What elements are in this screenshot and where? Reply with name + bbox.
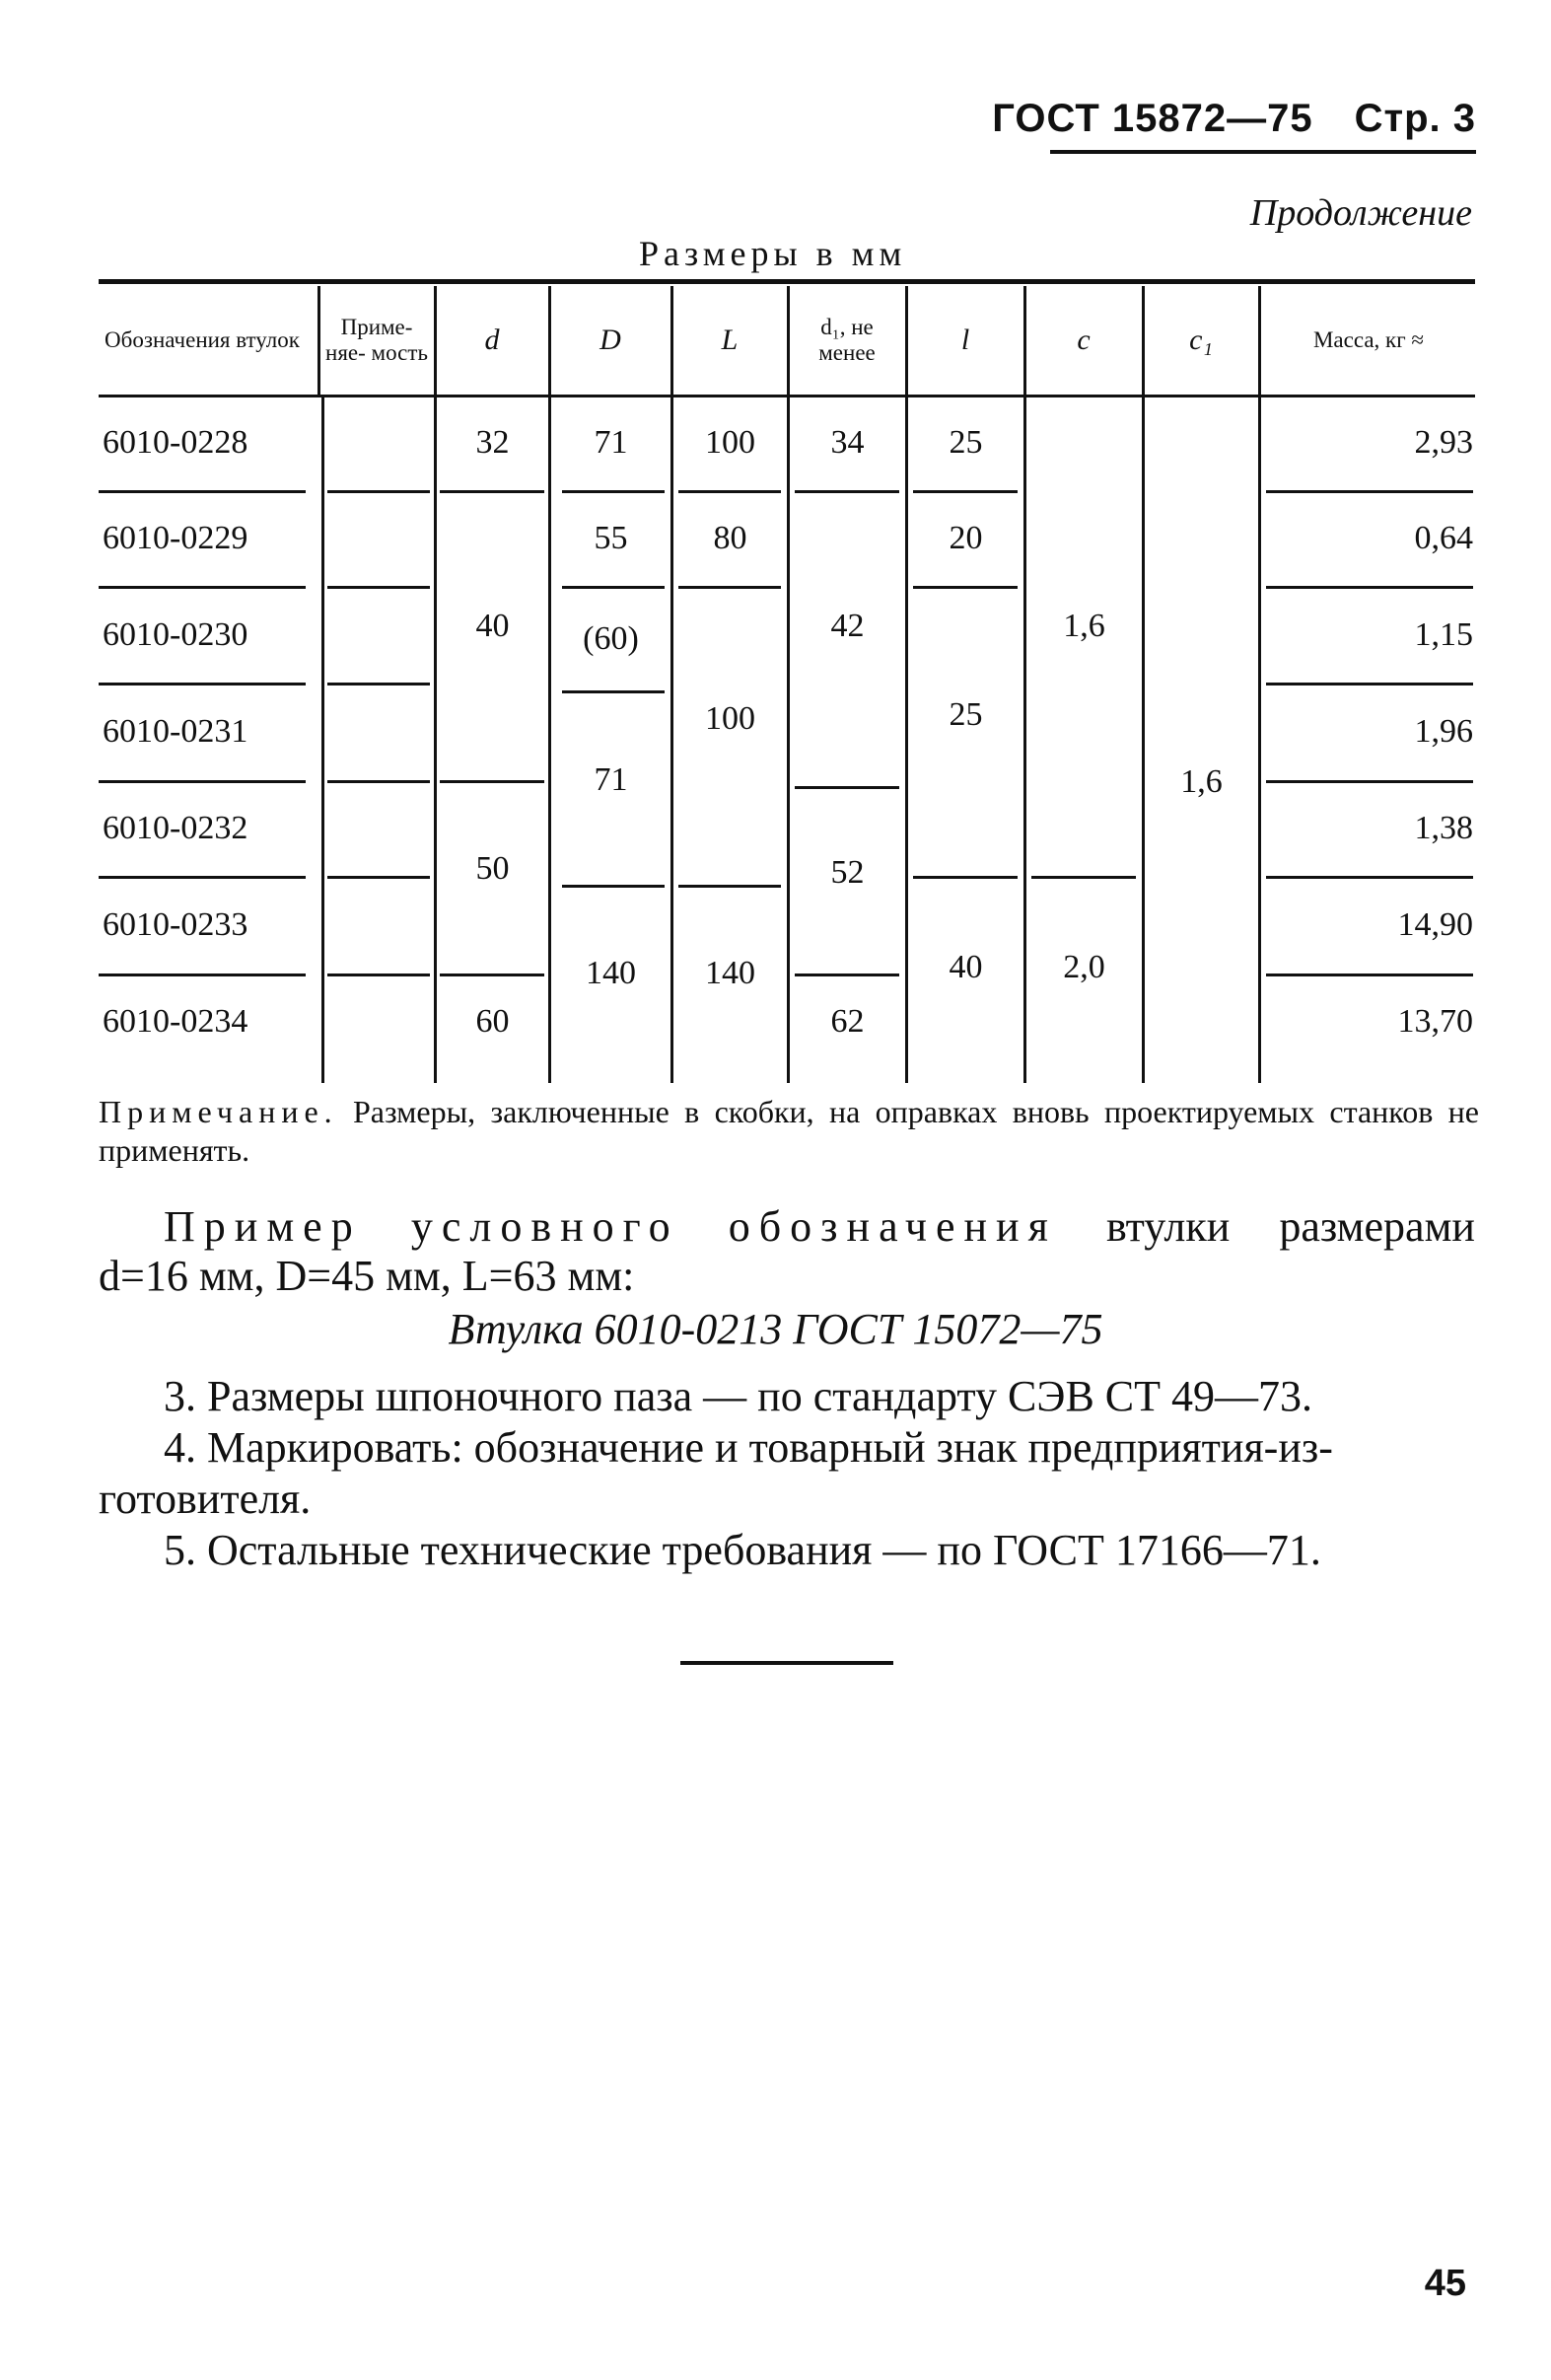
group-rule bbox=[562, 690, 665, 693]
header-c1: c₁ bbox=[1189, 323, 1213, 356]
group-rule bbox=[678, 885, 781, 888]
c1-cell: 1,6 bbox=[1180, 763, 1223, 800]
end-rule bbox=[680, 1661, 893, 1665]
row-rule bbox=[327, 780, 430, 783]
example-dimensions: d=16 мм, D=45 мм, L=63 мм: bbox=[99, 1252, 635, 1300]
header-separator bbox=[1258, 286, 1261, 395]
table-top-rule bbox=[99, 279, 1475, 284]
designation-cell: 6010-0233 bbox=[103, 906, 248, 943]
d1-cell: 52 bbox=[830, 854, 865, 891]
row-rule bbox=[327, 683, 430, 685]
D-cell: (60) bbox=[583, 620, 639, 657]
row-rule bbox=[327, 490, 430, 493]
example-word: размерами bbox=[1279, 1202, 1475, 1251]
standard-number: ГОСТ 15872—75 bbox=[992, 97, 1313, 140]
D-cell: 71 bbox=[594, 761, 628, 798]
page-reference: Стр. 3 bbox=[1354, 97, 1476, 140]
group-rule bbox=[913, 876, 1018, 879]
column-rule bbox=[321, 397, 324, 1083]
group-rule bbox=[440, 490, 544, 493]
group-rule bbox=[913, 586, 1018, 589]
d1-cell: 42 bbox=[830, 608, 865, 644]
header-rule bbox=[1050, 150, 1476, 154]
l-cell: 25 bbox=[949, 696, 983, 733]
header-c: c bbox=[1077, 323, 1091, 356]
row-rule bbox=[327, 876, 430, 879]
header-designation: Обозначения втулок bbox=[105, 326, 300, 352]
designation-cell: 6010-0229 bbox=[103, 520, 248, 556]
header-L: L bbox=[721, 323, 739, 356]
group-rule bbox=[562, 586, 665, 589]
group-rule bbox=[1031, 876, 1136, 879]
mass-cell: 1,38 bbox=[1414, 810, 1473, 846]
L-cell: 80 bbox=[713, 520, 747, 556]
l-cell: 25 bbox=[949, 424, 983, 461]
d-cell: 60 bbox=[475, 1003, 510, 1040]
row-rule bbox=[327, 974, 430, 976]
mass-cell: 14,90 bbox=[1397, 906, 1473, 943]
requirement-4-line-2: готовителя. bbox=[99, 1475, 312, 1523]
d-cell: 32 bbox=[475, 424, 510, 461]
requirement-4-line-1: 4. Маркировать: обозначение и товарный знак предприятия-из- bbox=[164, 1423, 1333, 1472]
group-rule bbox=[678, 586, 781, 589]
group-rule bbox=[795, 786, 899, 789]
running-header bbox=[992, 97, 1476, 141]
D-cell: 55 bbox=[594, 520, 628, 556]
designation-cell: 6010-0231 bbox=[103, 713, 248, 750]
header-D: D bbox=[599, 323, 621, 356]
d1-cell: 34 bbox=[830, 424, 865, 461]
designation-cell: 6010-0230 bbox=[103, 615, 248, 653]
header-d: d bbox=[484, 323, 500, 356]
L-cell: 100 bbox=[705, 424, 755, 461]
designation-cell: 6010-0232 bbox=[103, 810, 248, 846]
D-cell: 71 bbox=[594, 424, 628, 461]
L-cell: 140 bbox=[705, 955, 755, 991]
group-rule bbox=[795, 490, 899, 493]
example-designation: Втулка 6010-0213 ГОСТ 15072—75 bbox=[448, 1305, 1103, 1353]
units-caption: Размеры в мм bbox=[639, 234, 907, 273]
c-cell: 2,0 bbox=[1063, 949, 1105, 985]
page-number: 45 bbox=[1424, 2263, 1466, 2304]
mass-cell: 13,70 bbox=[1397, 1003, 1473, 1040]
table-note bbox=[99, 1093, 1479, 1170]
d-cell: 50 bbox=[475, 850, 510, 887]
mass-cell: 1,96 bbox=[1414, 713, 1473, 750]
d-cell: 40 bbox=[475, 608, 510, 644]
mass-cell: 2,93 bbox=[1414, 424, 1473, 461]
continuation-label: Продолжение bbox=[1249, 192, 1472, 234]
l-cell: 40 bbox=[949, 949, 983, 985]
group-rule bbox=[440, 780, 544, 783]
header-l: l bbox=[960, 323, 970, 356]
note-text: Размеры, заключенные в скобки, на оправках вновь проектируемых станков не применять. bbox=[99, 1094, 1479, 1169]
header-applicability: Приме- няе- мость bbox=[325, 314, 428, 365]
d1-cell: 62 bbox=[830, 1003, 865, 1040]
requirement-3: 3. Размеры шпоночного паза — по стандарту СЭВ СТ 49—73. bbox=[164, 1372, 1313, 1420]
mass-cell: 0,64 bbox=[1414, 520, 1473, 556]
header-d1: d₁, не менее bbox=[818, 314, 876, 365]
example-word: Пример bbox=[164, 1202, 362, 1251]
l-cell: 20 bbox=[949, 520, 983, 556]
designation-cell: 6010-0228 bbox=[103, 424, 248, 461]
designation-cell: 6010-0234 bbox=[103, 1003, 248, 1040]
header-mass: Масса, кг ≈ bbox=[1312, 326, 1425, 352]
example-intro bbox=[164, 1201, 1475, 1253]
requirement-5: 5. Остальные технические требования — по ГОСТ 17166—71. bbox=[164, 1526, 1321, 1574]
header-separator bbox=[317, 286, 320, 395]
note-label: Примечание. bbox=[99, 1094, 338, 1129]
example-word: втулки bbox=[1105, 1202, 1231, 1251]
example-word: обозначения bbox=[728, 1202, 1057, 1251]
column-rule bbox=[1258, 397, 1261, 1083]
group-rule bbox=[562, 885, 665, 888]
row-rule bbox=[327, 586, 430, 589]
c-cell: 1,6 bbox=[1063, 608, 1105, 644]
D-cell: 140 bbox=[586, 955, 636, 991]
mass-cell: 1,15 bbox=[1414, 615, 1473, 653]
example-word: условного bbox=[410, 1202, 679, 1251]
L-cell: 100 bbox=[705, 700, 755, 737]
